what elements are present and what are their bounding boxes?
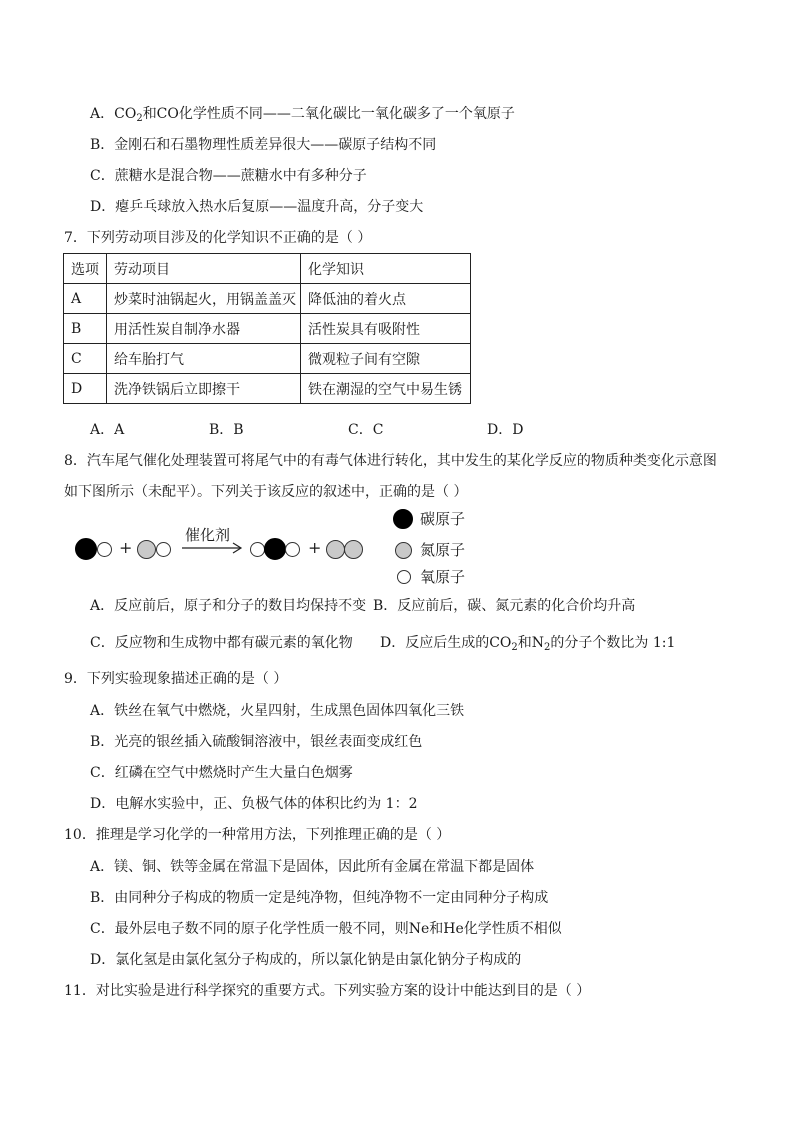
q7-stem: 7．下列劳动项目涉及的化学知识不正确的是（ ） <box>64 230 372 246</box>
reaction-arrow-icon <box>182 542 244 554</box>
q10-option-d: D．氯化氢是由氯化氢分子构成的，所以氯化钠是由氯化钠分子构成的 <box>90 952 522 968</box>
q8-stem-line1: 8．汽车尾气催化处理装置可将尾气中的有毒气体进行转化，其中发生的某化学反应的物质种类变化示意图 <box>64 453 717 469</box>
table-cell: 降低油的着火点 <box>301 284 471 314</box>
legend-oxygen-atom-icon <box>397 570 411 584</box>
nitrogen-atom-icon <box>326 540 345 559</box>
plus-sign: + <box>308 538 322 557</box>
q9-option-b: B．光亮的银丝插入硫酸铜溶液中，银丝表面变成红色 <box>90 734 423 750</box>
q7-answer-a: A．A <box>90 422 125 438</box>
carbon-atom-icon <box>264 538 286 560</box>
q11-stem: 11．对比实验是进行科学探究的重要方式。下列实验方案的设计中能达到目的是（ ） <box>64 983 591 999</box>
nitrogen-atom-icon <box>344 540 363 559</box>
q10-option-c: C．最外层电子数不同的原子化学性质一般不同，则Ne和He化学性质不相似 <box>90 921 562 937</box>
table-row <box>64 284 471 314</box>
table-row <box>64 314 471 344</box>
table-cell: 微观粒子间有空隙 <box>301 344 471 374</box>
legend-carbon-label: 碳原子 <box>420 510 466 528</box>
q7-answer-b: B．B <box>209 422 244 438</box>
legend-oxygen-label: 氧原子 <box>420 568 466 586</box>
q6-option-b: B．金刚石和石墨物理性质差异很大——碳原子结构不同 <box>90 137 437 153</box>
oxygen-atom-icon <box>285 542 300 557</box>
q10-option-b: B．由同种分子构成的物质一定是纯净物，但纯净物不一定由同种分子构成 <box>90 890 549 906</box>
table-row <box>64 374 471 404</box>
table-cell: 活性炭具有吸附性 <box>301 314 471 344</box>
table-cell: A <box>64 284 107 314</box>
q7-answer-c: C．C <box>348 422 384 438</box>
q9-option-a: A．铁丝在氧气中燃烧，火星四射，生成黑色固体四氧化三铁 <box>90 703 465 719</box>
q8-stem-line2: 如下图所示（未配平）。下列关于该反应的叙述中，正确的是（ ） <box>64 484 468 500</box>
table-header-row <box>64 254 471 284</box>
q8-option-c: C．反应物和生成物中都有碳元素的氧化物 <box>90 635 353 651</box>
legend-nitrogen-label: 氮原子 <box>420 541 466 559</box>
q6-option-d: D．瘪乒乓球放入热水后复原——温度升高，分子变大 <box>90 199 424 215</box>
q10-stem: 10．推理是学习化学的一种常用方法，下列推理正确的是（ ） <box>64 827 451 843</box>
oxygen-atom-icon <box>250 542 265 557</box>
legend-carbon-atom-icon <box>393 509 413 529</box>
nitrogen-atom-icon <box>137 540 156 559</box>
catalyst-label: 催化剂 <box>185 526 231 544</box>
q8-option-a: A．反应前后，原子和分子的数目均保持不变 <box>90 598 367 614</box>
q9-option-c: C．红磷在空气中燃烧时产生大量白色烟雾 <box>90 765 353 781</box>
table-cell: 铁在潮湿的空气中易生锈 <box>301 374 471 404</box>
oxygen-atom-icon <box>97 542 112 557</box>
q6-option-c: C．蔗糖水是混合物——蔗糖水中有多种分子 <box>90 168 367 184</box>
table-row <box>64 344 471 374</box>
table-cell: D <box>64 374 107 404</box>
q8-option-d: D．反应后生成的$CO_2$和$N_2$的分子个数比为 1:1 <box>380 635 676 653</box>
table-cell: 炒菜时油锅起火，用锅盖盖灭 <box>107 284 301 314</box>
legend-nitrogen-atom-icon <box>395 542 412 559</box>
table-cell: 给车胎打气 <box>107 344 301 374</box>
table-cell: 用活性炭自制净水器 <box>107 314 301 344</box>
table-cell: 洗净铁锅后立即擦干 <box>107 374 301 404</box>
table-header-cell: 化学知识 <box>301 254 471 284</box>
table-cell: B <box>64 314 107 344</box>
table-header-cell: 选项 <box>64 254 107 284</box>
q8-option-b: B．反应前后，碳、氮元素的化合价均升高 <box>373 598 636 614</box>
plus-sign: + <box>119 538 133 557</box>
carbon-atom-icon <box>75 538 97 560</box>
oxygen-atom-icon <box>156 542 171 557</box>
q6-option-a: A．$CO_2$和CO化学性质不同——二氧化碳比一氧化碳多了一个氧原子 <box>90 106 515 124</box>
q10-option-a: A．镁、铜、铁等金属在常温下是固体，因此所有金属在常温下都是固体 <box>90 859 535 875</box>
table-header-cell: 劳动项目 <box>107 254 301 284</box>
table-cell: C <box>64 344 107 374</box>
q9-option-d: D．电解水实验中，正、负极气体的体积比约为 1：2 <box>90 796 418 812</box>
q9-stem: 9．下列实验现象描述正确的是（ ） <box>64 671 288 687</box>
q7-table <box>63 253 471 404</box>
q7-answer-d: D．D <box>487 422 524 438</box>
